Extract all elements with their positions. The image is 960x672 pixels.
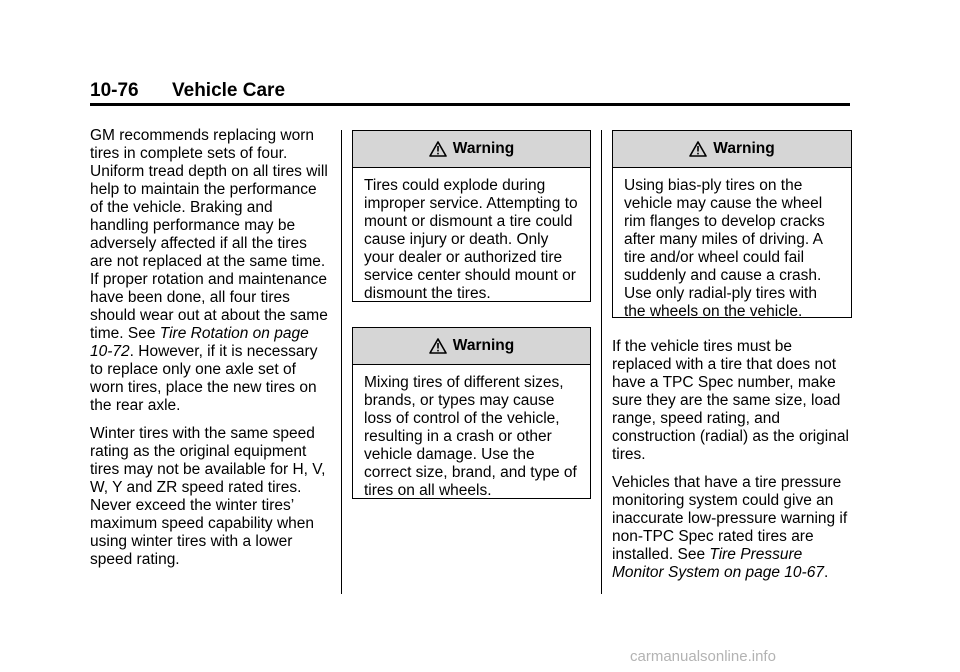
paragraph: If the vehicle tires must be replaced with a tire that does not have a TPC Spec number, make sure they are the same size, load range, speed rating, and construction (radial) as the original tires. [612,338,849,463]
warning-title: Warning [452,140,515,157]
cross-reference-link[interactable]: Tire Pressure Monitor System on page 10-67 [612,546,824,581]
warning-box [352,327,591,499]
paragraph: Winter tires with the same speed rating as the original equipment tires may not be available for H, V, W, Y and ZR speed rated tires. Never exceed the winter tires’ maximum speed capability when using winter tires with a lower speed rating. [90,425,326,568]
warning-box [612,130,852,318]
paragraph-text: Vehicles that have a tire pressure monitoring system could give an inaccurate low-pressure warning if non-TPC Spec rated tires are installed. See [612,474,848,563]
watermark: carmanualsonline.info [630,648,776,665]
warning-header [353,328,590,365]
warning-triangle-icon [429,338,447,354]
section-title: Vehicle Care [172,80,286,101]
paragraph [90,271,330,415]
page-header [90,80,285,102]
warning-text: Mixing tires of different sizes, brands, or types may cause loss of control of the vehicle, resulting in a crash or other vehicle damage. Use the correct size, brand, and type of tires on all wheels. [364,374,577,499]
warning-triangle-icon [689,141,707,157]
column-divider [341,130,342,594]
warning-title: Warning [713,140,775,157]
column-left [90,127,330,579]
paragraph-text: . [823,564,829,581]
warning-box [352,130,591,302]
warning-title: Warning [452,337,515,354]
paragraph-text: If proper rotation and maintenance have been done, all four tires should wear out at about the same time. See [90,271,328,342]
column-right [612,338,852,592]
paragraph: GM recommends replacing worn tires in complete sets of four. Uniform tread depth on all tires will help to maintain the performance of the vehicle. Braking and handling performance may be adversely affected if all the tires are not replaced at the same time. [90,127,328,270]
paragraph-text: . However, if it is necessary to replace only one axle set of worn tires, place the new tires on the rear axle. [90,343,318,414]
column-divider [601,130,602,594]
warning-header [613,131,851,168]
cross-reference-link[interactable]: Tire Rotation on page 10-72 [90,325,309,360]
warning-text: Using bias-ply tires on the vehicle may cause the wheel rim flanges to develop cracks after many miles of driving. A tire and/or wheel could fail suddenly and cause a crash. Use only radial-ply tires with the wheels on the vehicle. [624,177,825,320]
header-rule [90,103,850,106]
warning-triangle-icon [429,141,447,157]
warning-text: Tires could explode during improper service. Attempting to mount or dismount a tire could cause injury or death. Only your dealer or authorized tire service center should mount or dismount the tires. [364,177,578,302]
paragraph [612,474,852,582]
page-number: 10-76 [90,80,139,101]
warning-header [353,131,590,168]
